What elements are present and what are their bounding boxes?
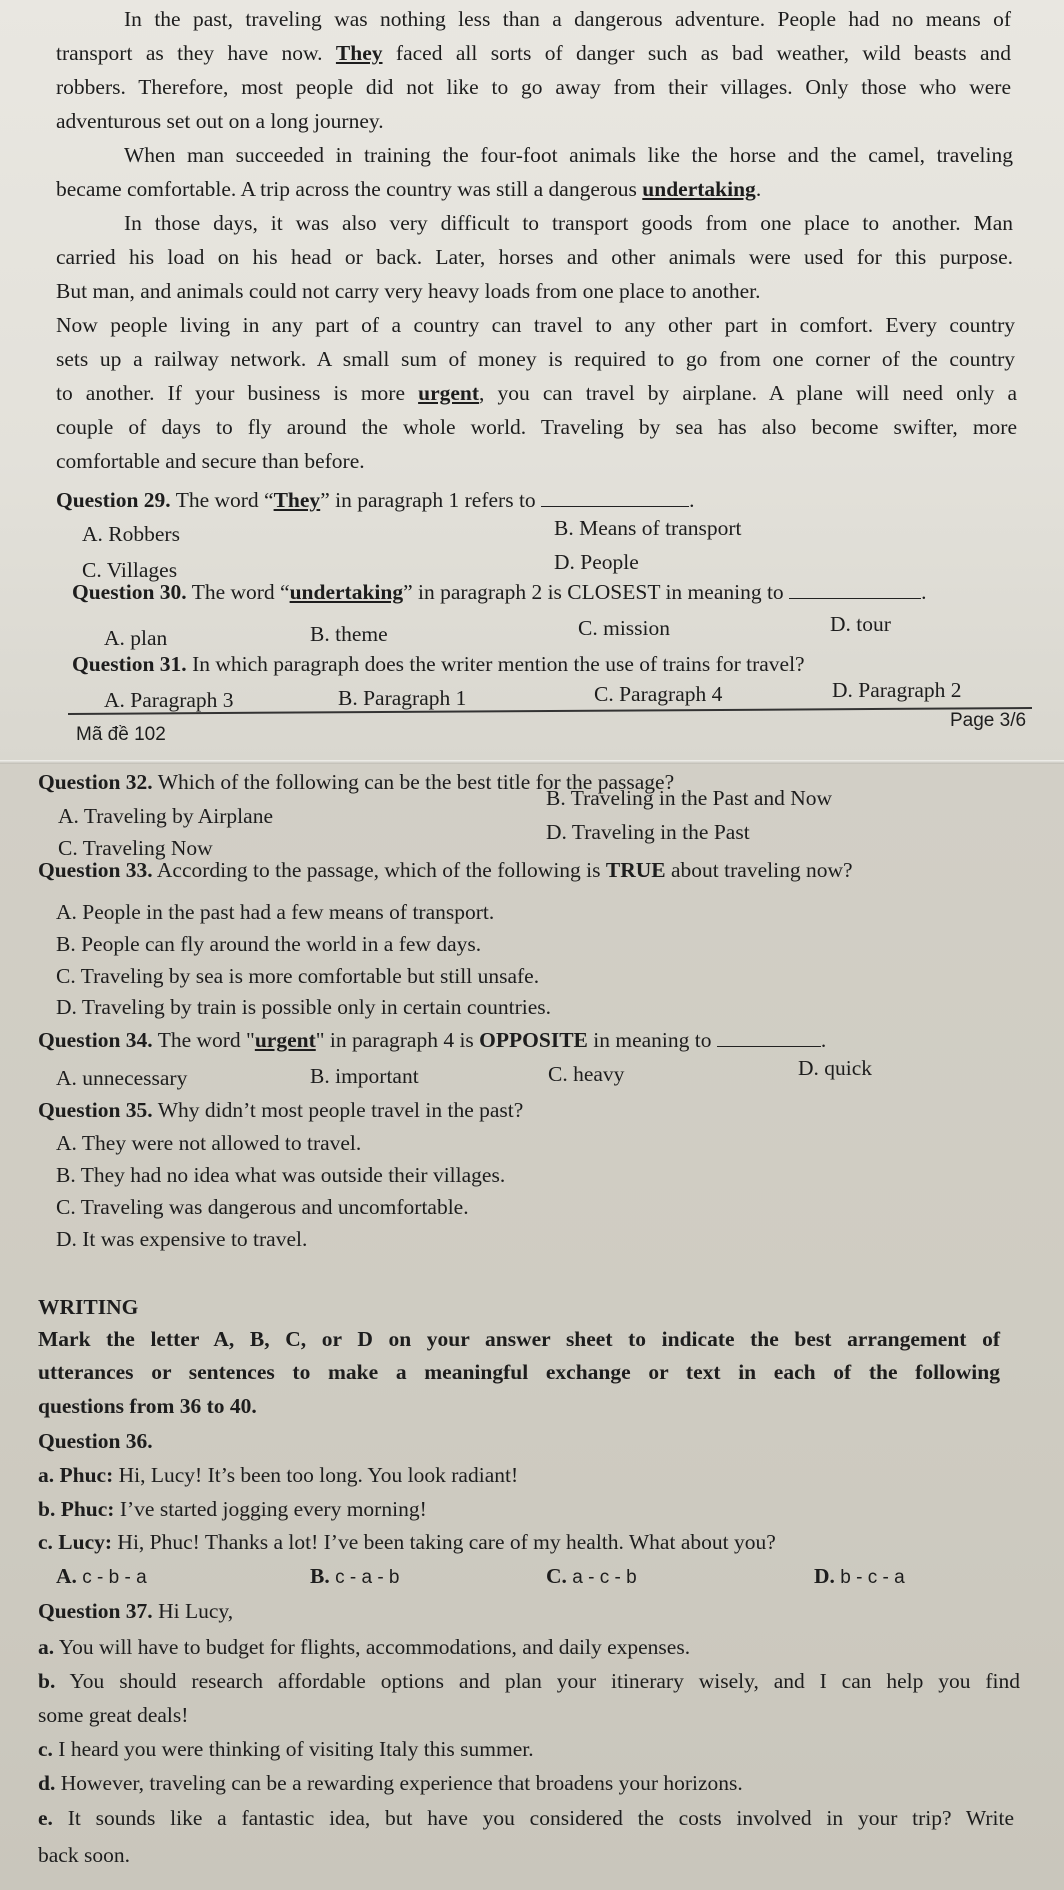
q33-option-a: A. People in the past had a few means of transport. (56, 900, 495, 924)
q34-option-c: C. heavy (548, 1062, 625, 1086)
p1-line-4: adventurous set out on a long journey. (56, 109, 384, 133)
q33-option-c: C. Traveling by sea is more comfortable but still unsafe. (56, 964, 540, 988)
q36-line-b: b. Phuc: I’ve started jogging every morning! (38, 1497, 427, 1521)
q32-option-c: C. Traveling Now (58, 836, 213, 860)
q33-option-d: D. Traveling by train is possible only in certain countries. (56, 995, 552, 1019)
p4-line-1: Now people living in any part of a country can travel to any other part in comfort. Every country (56, 313, 1015, 337)
q32-option-a: A. Traveling by Airplane (58, 804, 273, 828)
q34-stem: Question 34. The word "urgent" in paragraph 4 is OPPOSITE in meaning to . (38, 1028, 827, 1052)
exam-code: Mã đề 102 (76, 724, 166, 745)
q29-option-d: D. People (554, 550, 639, 574)
p1-line-3: robbers. Therefore, most people did not like to go away from their villages. Only those who were (56, 75, 1011, 99)
q31-option-c: C. Paragraph 4 (594, 682, 723, 706)
q37-item-b-cont: some great deals! (38, 1703, 189, 1727)
q30-option-c: C. mission (578, 616, 670, 640)
q32-option-b: B. Traveling in the Past and Now (546, 786, 833, 810)
q34-option-b: B. important (310, 1064, 419, 1088)
q35-stem: Question 35. Why didn’t most people travel in the past? (38, 1098, 524, 1122)
q33-option-b: B. People can fly around the world in a few days. (56, 932, 482, 956)
q36-option-c: C. a - c - b (546, 1564, 637, 1588)
p2-line-1: When man succeeded in training the four-foot animals like the horse and the camel, traveling (124, 143, 1013, 167)
q32-stem: Question 32. Which of the following can be the best title for the passage? (38, 770, 675, 794)
q36-line-c: c. Lucy: Hi, Phuc! Thanks a lot! I’ve been taking care of my health. What about you? (38, 1530, 776, 1554)
writing-instr-2: utterances or sentences to make a meaningful exchange or text in each of the following (38, 1360, 1000, 1384)
word-undertaking: undertaking (642, 177, 756, 201)
answer-blank (541, 505, 689, 507)
q36-option-d: D. b - c - a (814, 1564, 905, 1588)
q30-option-b: B. theme (310, 622, 388, 646)
p4-line-2: sets up a railway network. A small sum of money is required to go from one corner of the country (56, 347, 1015, 371)
q29-stem: Question 29. The word “They” in paragraph 1 refers to . (56, 488, 695, 512)
q37-item-d: d. However, traveling can be a rewarding experience that broadens your horizons. (38, 1771, 743, 1795)
q35-option-a: A. They were not allowed to travel. (56, 1131, 362, 1155)
q36-option-a: A. c - b - a (56, 1564, 147, 1588)
q29-option-c: C. Villages (82, 558, 178, 582)
p3-line-2: carried his load on his head or back. Later, horses and other animals were used for this purpose. (56, 245, 1013, 269)
p4-line-5: comfortable and secure than before. (56, 449, 365, 473)
q36-label: Question 36. (38, 1429, 153, 1453)
q29-option-b: B. Means of transport (554, 516, 742, 540)
page-number: Page 3/6 (950, 710, 1027, 731)
sheet-edge (0, 760, 1064, 764)
word-urgent: urgent (418, 381, 480, 405)
p1-line-2: transport as they have now. They faced all sorts of danger such as bad weather, wild beasts and (56, 41, 1012, 65)
q36-option-b: B. c - a - b (310, 1564, 400, 1588)
word-they: They (335, 41, 383, 65)
q31-option-a: A. Paragraph 3 (104, 688, 234, 712)
writing-instr-1: Mark the letter A, B, C, or D on your answer sheet to indicate the best arrangement of (38, 1327, 1000, 1351)
p4-line-4: couple of days to fly around the whole world. Traveling by sea has also become swifter, more (56, 415, 1017, 439)
p1-line-1: In the past, traveling was nothing less than a dangerous adventure. People had no means of (124, 7, 1011, 31)
q30-option-a: A. plan (104, 626, 168, 650)
q30-option-d: D. tour (830, 612, 891, 636)
q35-option-d: D. It was expensive to travel. (56, 1227, 308, 1251)
q35-option-c: C. Traveling was dangerous and uncomfortable. (56, 1195, 469, 1219)
q29-option-a: A. Robbers (82, 522, 180, 546)
q31-option-b: B. Paragraph 1 (338, 686, 467, 710)
p3-line-3: But man, and animals could not carry very heavy loads from one place to another. (56, 279, 761, 303)
q34-option-a: A. unnecessary (56, 1066, 188, 1090)
q37-stem: Question 37. Hi Lucy, (38, 1599, 234, 1623)
writing-instr-3: questions from 36 to 40. (38, 1394, 257, 1418)
answer-blank (789, 597, 921, 599)
q33-stem: Question 33. According to the passage, which of the following is TRUE about traveling now? (38, 858, 853, 882)
q31-option-d: D. Paragraph 2 (832, 678, 962, 702)
q32-option-d: D. Traveling in the Past (546, 820, 750, 844)
writing-heading: WRITING (38, 1295, 139, 1319)
q30-stem: Question 30. The word “undertaking” in paragraph 2 is CLOSEST in meaning to . (72, 580, 927, 604)
q34-option-d: D. quick (798, 1056, 873, 1080)
p3-line-1: In those days, it was also very difficult to transport goods from one place to another. Man (124, 211, 1013, 235)
q37-item-e: e. It sounds like a fantastic idea, but have you considered the costs involved in your trip? Write (38, 1806, 1014, 1830)
p4-line-3: to another. If your business is more urgent, you can travel by airplane. A plane will need only a (56, 381, 1017, 405)
q31-stem: Question 31. In which paragraph does the writer mention the use of trains for travel? (72, 652, 805, 676)
answer-blank (717, 1045, 821, 1047)
q37-item-c: c. I heard you were thinking of visiting Italy this summer. (38, 1737, 534, 1761)
p2-line-2: became comfortable. A trip across the country was still a dangerous undertaking. (56, 177, 762, 201)
q36-line-a: a. Phuc: Hi, Lucy! It’s been too long. You look radiant! (38, 1463, 519, 1487)
q35-option-b: B. They had no idea what was outside their villages. (56, 1163, 506, 1187)
q37-item-b: b. You should research affordable options and plan your itinerary wisely, and I can help you find (38, 1669, 1021, 1693)
q37-item-e-cont: back soon. (38, 1843, 130, 1867)
q37-item-a: a. You will have to budget for flights, accommodations, and daily expenses. (38, 1635, 691, 1659)
